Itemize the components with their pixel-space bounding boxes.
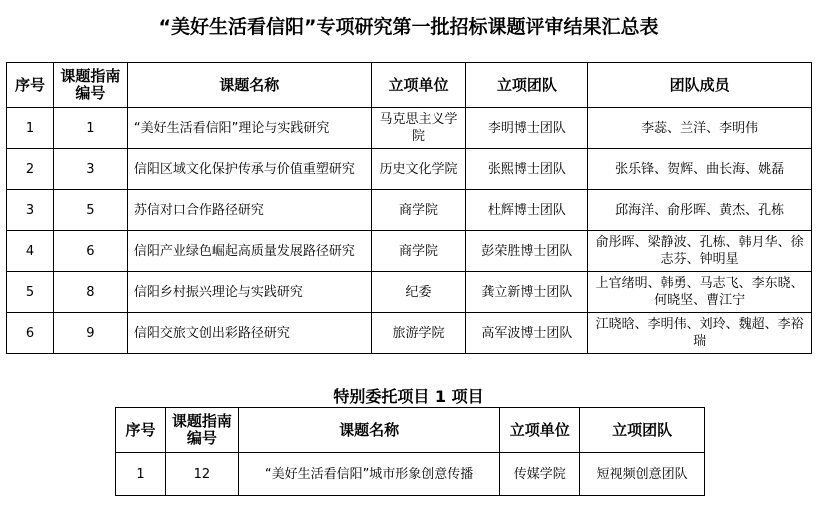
cell-members: 俞彤晖、梁静波、孔栋、韩月华、徐志芬、钟明星: [588, 231, 812, 272]
cell-topic-name: 信阳交旅文创出彩路径研究: [127, 313, 371, 354]
cell-unit: 旅游学院: [371, 313, 466, 354]
cell-unit: 商学院: [371, 231, 466, 272]
cell-guide-number: 9: [53, 313, 127, 354]
cell-topic-name: 苏信对口合作路径研究: [127, 190, 371, 231]
header-members: 团队成员: [588, 63, 812, 108]
cell-unit: 马克思主义学院: [371, 108, 466, 149]
special-section-title: 特别委托项目 1 项目: [333, 387, 484, 406]
cell-topic-name: 信阳产业绿色崛起高质量发展路径研究: [127, 231, 371, 272]
cell-members: 李蕊、兰洋、李明伟: [588, 108, 812, 149]
table-row: [7, 313, 812, 354]
results-table: [6, 62, 812, 354]
table-header-row: [116, 408, 705, 453]
special-projects-table: [115, 407, 705, 496]
cell-guide-number: 8: [53, 272, 127, 313]
cell-index: 1: [116, 453, 166, 496]
table-header-row: [7, 63, 812, 108]
cell-unit: 历史文化学院: [371, 149, 466, 190]
header-team: 立项团队: [580, 408, 705, 453]
cell-members: 江晓晗、李明伟、刘玲、魏超、李裕瑞: [588, 313, 812, 354]
header-topic-name: 课题名称: [238, 408, 500, 453]
table-row: [7, 231, 812, 272]
cell-guide-number: 3: [53, 149, 127, 190]
table-row: [7, 190, 812, 231]
header-unit: 立项单位: [500, 408, 580, 453]
cell-guide-number: 12: [165, 453, 238, 496]
cell-topic-name: “美好生活看信阳”理论与实践研究: [127, 108, 371, 149]
cell-index: 6: [7, 313, 54, 354]
cell-topic-name: 信阳区域文化保护传承与价值重塑研究: [127, 149, 371, 190]
cell-members: 张乐锋、贺辉、曲长海、姚磊: [588, 149, 812, 190]
header-team: 立项团队: [466, 63, 588, 108]
cell-team: 短视频创意团队: [580, 453, 705, 496]
cell-team: 高军波博士团队: [466, 313, 588, 354]
header-unit: 立项单位: [371, 63, 466, 108]
cell-guide-number: 6: [53, 231, 127, 272]
cell-team: 李明博士团队: [466, 108, 588, 149]
cell-unit: 传媒学院: [500, 453, 580, 496]
cell-guide-number: 5: [53, 190, 127, 231]
cell-topic-name: “美好生活看信阳”城市形象创意传播: [238, 453, 500, 496]
cell-topic-name: 信阳乡村振兴理论与实践研究: [127, 272, 371, 313]
cell-index: 2: [7, 149, 54, 190]
table-row: [7, 149, 812, 190]
cell-team: 龚立新博士团队: [466, 272, 588, 313]
cell-team: 张熙博士团队: [466, 149, 588, 190]
cell-unit: 纪委: [371, 272, 466, 313]
cell-index: 1: [7, 108, 54, 149]
header-index: 序号: [116, 408, 166, 453]
page-title: “美好生活看信阳”专项研究第一批招标课题评审结果汇总表: [158, 16, 659, 38]
cell-team: 杜辉博士团队: [466, 190, 588, 231]
header-guide-number: 课题指南编号: [165, 408, 238, 453]
cell-guide-number: 1: [53, 108, 127, 149]
cell-members: 上官绪明、韩勇、马志飞、李东晓、何晓坚、曹江宁: [588, 272, 812, 313]
cell-members: 邱海洋、俞彤晖、黄杰、孔栋: [588, 190, 812, 231]
cell-index: 3: [7, 190, 54, 231]
header-guide-number: 课题指南编号: [53, 63, 127, 108]
table-row: [7, 108, 812, 149]
cell-index: 5: [7, 272, 54, 313]
cell-unit: 商学院: [371, 190, 466, 231]
table-row: [116, 453, 705, 496]
cell-index: 4: [7, 231, 54, 272]
header-topic-name: 课题名称: [127, 63, 371, 108]
cell-team: 彭荣胜博士团队: [466, 231, 588, 272]
table-row: [7, 272, 812, 313]
header-index: 序号: [7, 63, 54, 108]
